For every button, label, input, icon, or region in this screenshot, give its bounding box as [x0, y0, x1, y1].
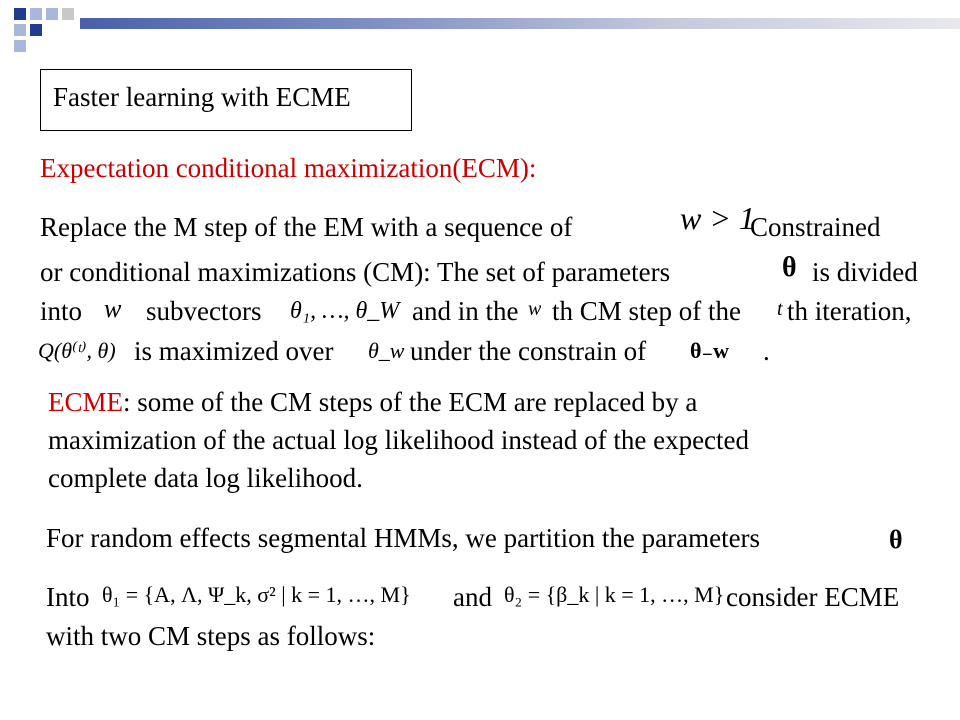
ecme-text: : some of the CM steps of the ECM are replaced by a — [123, 387, 698, 417]
para1-text: th CM step of the — [552, 296, 741, 326]
ecme-label: ECME — [48, 387, 124, 417]
slide-title: Faster learning with ECME — [53, 82, 351, 112]
math-t: t — [777, 298, 783, 320]
para1-text: is divided — [812, 257, 918, 287]
para3-line3: with two CM steps as follows: — [46, 621, 376, 651]
math-w: w — [528, 298, 542, 320]
para1-text: th iteration, — [787, 296, 912, 326]
para3-text: and — [453, 582, 492, 612]
para1-text: is maximized over — [134, 336, 334, 366]
para1-text: and in the — [412, 296, 519, 326]
para1-text: subvectors — [146, 296, 262, 326]
math-theta2-set: θ₂ = {β_k | k = 1, …, M} — [504, 582, 725, 607]
ecm-heading: Expectation conditional maximization(ECM): — [40, 153, 537, 183]
deco-square-light — [14, 24, 26, 36]
para1-text: or conditional maximizations (CM): The set of parameters — [40, 257, 671, 287]
top-gradient-bar — [80, 18, 960, 29]
ecme-line1 — [48, 387, 697, 418]
para1-text: . — [763, 336, 770, 366]
math-q-function: Q(θ⁽ᵗ⁾, θ) — [38, 338, 116, 363]
para1-text: into — [40, 296, 83, 326]
math-theta-subvectors: θ₁, …, θ_W — [290, 298, 400, 324]
deco-square-light — [14, 40, 26, 52]
para3-text: consider ECME — [726, 582, 900, 612]
deco-square-light — [30, 8, 42, 20]
para3-text: Into — [46, 582, 90, 612]
math-theta-w: θ_w — [368, 338, 405, 363]
deco-square-dark — [30, 24, 42, 36]
deco-square-light — [46, 8, 58, 20]
math-theta-bold: θ — [889, 525, 903, 554]
deco-square-dark — [14, 8, 26, 20]
deco-square-gray — [62, 8, 74, 20]
ecme-line2: maximization of the actual log likelihood instead of the expected — [48, 425, 750, 455]
math-theta-minus-w: θ₋w — [690, 338, 729, 363]
para1-line1 — [40, 212, 572, 243]
para3-line1: For random effects segmental HMMs, we partition the parameters — [46, 523, 761, 553]
para1-text: Constrained — [750, 212, 881, 242]
title-box — [40, 69, 412, 131]
math-theta-bold: θ — [782, 252, 797, 283]
ecme-line3: complete data log likelihood. — [48, 463, 363, 493]
corner-decoration — [0, 0, 80, 60]
math-w-gt-1: w > 1 — [680, 200, 755, 236]
para1-text: under the constrain of — [410, 336, 647, 366]
math-theta1-set: θ₁ = {A, Λ, Ψ_k, σ² | k = 1, …, M} — [102, 582, 411, 607]
math-w: w — [104, 294, 122, 323]
para1-text: Replace the M step of the EM with a sequence of — [40, 212, 573, 242]
